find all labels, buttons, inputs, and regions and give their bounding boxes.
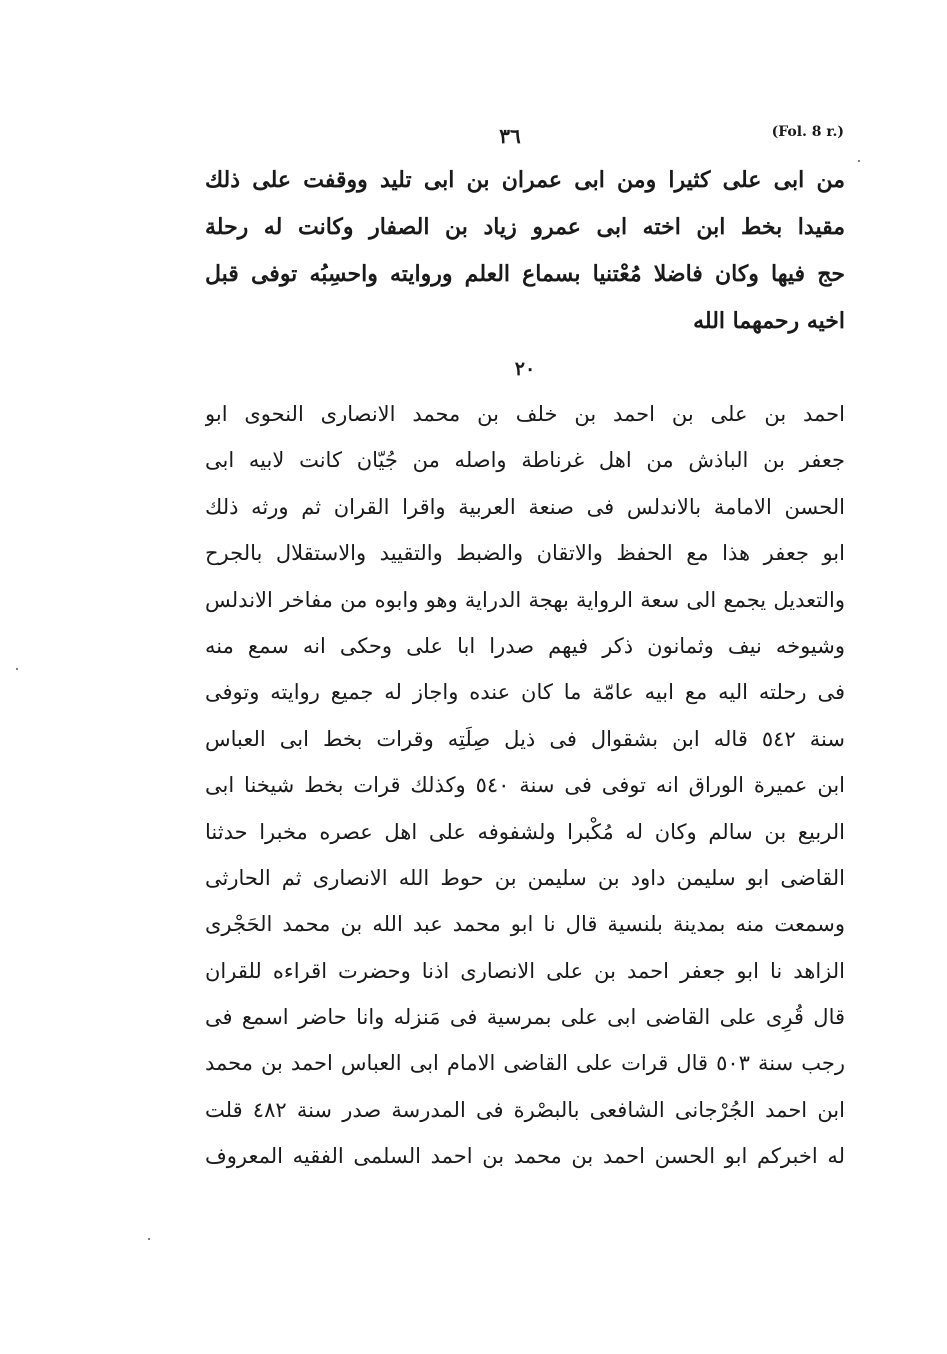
text-line: الربيع بن سالم وكان له مُكْبرا ولشفوفه على اهل عصره مخبرا حدثنا [205,819,845,844]
scan-speck [858,160,860,162]
text-line: مقيدا بخط ابن اخته ابى عمرو زياد بن الصفار وكانت له رحلة [205,214,845,240]
page-number: ٣٦ [499,124,521,148]
folio-reference: (Fol. 8 r.) [771,124,844,140]
text-line: وسمعت منه بمدينة بلنسية قال نا ابو محمد عبد الله بن محمد الحَجْرى [205,912,845,937]
text-line: الزاهد نا ابو جعفر احمد بن على الانصارى اذنا وحضرت اقراءه للقران [205,958,845,983]
scan-speck [148,1238,150,1240]
text-line: حج فيها وكان فاضلا مُعْتنيا بسماع العلم وروايته واحسِبُه توفى قبل [205,261,845,287]
entry-paragraph [205,391,845,1180]
text-line: الحسن الامامة بالاندلس فى صنعة العربية واقرا القران ثم ورثه ذلك [205,494,845,519]
text-line: اخيه رحمهما الله [693,308,845,334]
text-line: ابن احمد الجُرْجانى الشافعى بالبصْرة فى المدرسة صدر سنة ٤٨٢ قلت [205,1097,845,1122]
text-line: فى رحلته اليه مع ابيه عامّة ما كان عنده واجاز له جميع روايته وتوفى [205,680,845,705]
text-line: رجب سنة ٥٠٣ قال قرات على القاضى الامام ابى العباس احمد بن محمد [205,1051,845,1076]
text-line: من ابى على كثيرا ومن ابى عمران بن ابى تليد ووقفت على ذلك [205,167,845,193]
text-line: القاضى ابو سليمن داود بن سليمن بن حوط الله الانصارى ثم الحارثى [205,865,845,890]
text-line: سنة ٥٤٢ قاله ابن بشقوال فى ذيل صِلَتِه وقرات بخط ابى العباس [205,726,845,751]
text-line: له اخبركم ابو الحسن احمد بن محمد بن احمد السلمى الفقيه المعروف [205,1144,845,1169]
text-line: ابو جعفر هذا مع الحفظ والاتقان والضبط والتقييد والاستقلال بالجرح [205,541,845,566]
text-line: قال قُرِى على القاضى ابى على بمرسية فى مَنزله وانا حاضر اسمع فى [205,1005,845,1030]
text-line: وشيوخه نيف وثمانون ذكر فيهم صدرا ابا على وحكى انه سمع منه [205,633,845,658]
entry-number: ٢٠ [514,358,536,380]
text-line: والتعديل يجمع الى سعة الرواية بهجة الدراية وهو وابوه من مفاخر الاندلس [205,587,845,612]
text-line: جعفر بن الباذش من اهل غرناطة واصله من جُيّان كانت لابيه ابى [205,448,845,473]
scan-speck [16,668,18,670]
text-line: احمد بن على بن احمد بن خلف بن محمد الانصارى النحوى ابو [205,402,845,426]
top-paragraph [205,157,845,345]
text-line: ابن عميرة الوراق انه توفى فى سنة ٥٤٠ وكذلك قرات بخط شيخنا ابى [205,773,845,798]
